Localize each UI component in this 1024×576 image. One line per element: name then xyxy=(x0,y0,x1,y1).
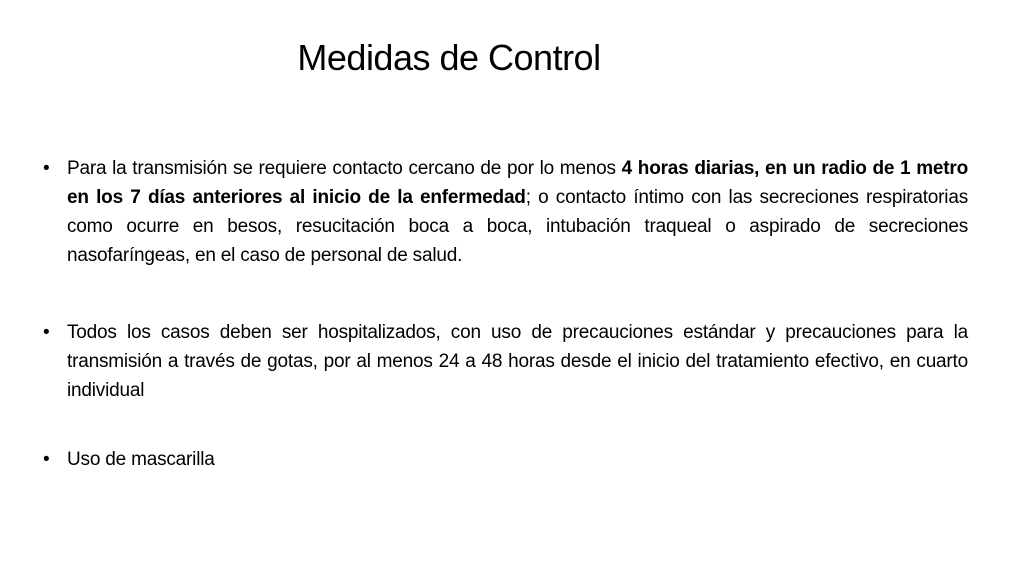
bullet-dot-icon: • xyxy=(43,322,50,343)
bullet-dot-icon: • xyxy=(43,449,50,470)
bullet-item-transmission xyxy=(40,154,968,270)
slide-title: Medidas de Control xyxy=(297,37,601,78)
bullet-text: Uso de mascarilla xyxy=(67,449,215,470)
bullet-list xyxy=(40,154,968,474)
bullet-text: Todos los casos deben ser hospitalizados, con uso de precauciones estándar y precauciones para la transmisión a través de gotas, por al menos 24 a 48 horas desde el inicio del tratamiento efectivo, en cuarto individual xyxy=(67,322,968,401)
bullet-text-emphasis: 4 horas diarias, en un radio de 1 metro en los 7 días anteriores al inicio de la enfermedad xyxy=(67,158,968,208)
bullet-item-mask xyxy=(40,445,968,474)
bullet-text-rest: ; o contacto íntimo con las secreciones respiratorias como ocurre en besos, resucitación boca a boca, intubación traqueal o aspirado de secreciones nasofaríngeas, en el caso de personal de salud. xyxy=(67,187,968,266)
bullet-item-hospitalization xyxy=(40,318,968,405)
bullet-text-intro: Para la transmisión se requiere contacto cercano de por lo menos xyxy=(67,158,622,179)
bullet-dot-icon: • xyxy=(43,158,50,179)
